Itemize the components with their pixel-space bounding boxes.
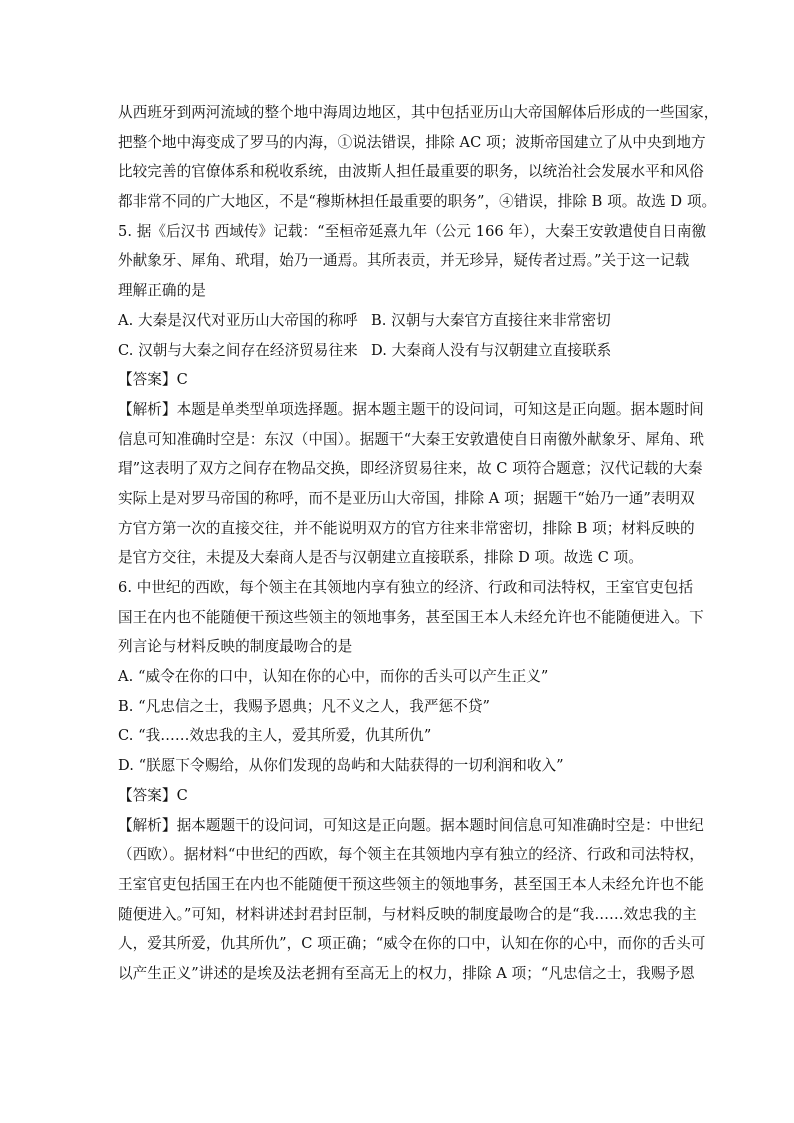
question-6-analysis-line: 王室官吏包括国王在内也不能随便干预这些领主的领地事务，甚至国王本人未经允许也不能 (118, 875, 704, 893)
question-5-options-row-1 (118, 306, 690, 336)
text-line: 理解正确的是 (118, 282, 206, 300)
question-5-analysis-line: 实际上是对罗马帝国的称呼，而不是亚历山大帝国，排除 A 项；据题干“始乃一通”表明双 (118, 489, 695, 507)
question-5-option-c: C. 汉朝与大秦之间存在经济贸易往来 (118, 341, 358, 359)
question-5-analysis-line: 是官方交往，未提及大秦商人是否与汉朝建立直接联系，排除 D 项。故选 C 项。 (118, 549, 643, 567)
text-line: 外献象牙、犀角、玳瑁，始乃一通焉。其所表贡，并无珍异，疑传者过焉。”关于这一记载 (118, 252, 690, 270)
text-line: 比较完善的官僚体系和税收系统，由波斯人担任最重要的职务，以统治社会发展水平和风俗 (118, 163, 704, 181)
question-6-option-c: C. “我……效忠我的主人，爱其所爱，仇其所仇” (118, 727, 432, 745)
question-6-option-a: A. “威令在你的口中，认知在你的心中，而你的舌头可以产生正义” (118, 668, 549, 686)
question-5-options-row-2 (118, 336, 690, 366)
question-6-stem-line: 列言论与材料反映的制度最吻合的是 (118, 638, 353, 656)
question-6-analysis-line: 【解析】据本题题干的设问词，可知这是正向题。据本题时间信息可知准确时空是：中世纪 (118, 816, 704, 834)
question-6-option-b: B. “凡忠信之士，我赐予恩典；凡不义之人，我严惩不贷” (118, 697, 490, 715)
question-5-option-d: D. 大秦商人没有与汉朝建立直接联系 (371, 341, 612, 359)
question-6-option-d: D. “朕愿下令赐给，从你们发现的岛屿和大陆获得的一切利润和收入” (118, 757, 564, 775)
question-6-answer: 【答案】C (118, 786, 188, 804)
question-5-analysis-line: 信息可知准确时空是：东汉（中国）。据题干“大秦王安敦遣使自日南徼外献象牙、犀角、玳 (118, 430, 704, 448)
question-6-analysis-line: 人，爱其所爱，仇其所仇”，C 项正确；“威令在你的口中，认知在你的心中，而你的舌头可 (118, 935, 706, 953)
question-5-analysis-line: 瑁”这表明了双方之间存在物品交换，即经济贸易往来，故 C 项符合题意；汉代记载的大秦 (118, 460, 703, 478)
text-line: 从西班牙到两河流域的整个地中海周边地区，其中包括亚历山大帝国解体后形成的一些国家， (118, 104, 719, 121)
question-6-stem: 6. 中世纪的西欧，每个领主在其领地内享有独立的经济、行政和司法特权，王室官吏包括 (118, 579, 694, 596)
question-5-analysis-line: 方官方第一次的直接交往，并不能说明双方的官方往来非常密切，排除 B 项；材料反映的 (118, 519, 695, 537)
question-6-analysis-line: （西欧）。据材料“中世纪的西欧，每个领主在其领地内享有独立的经济、行政和司法特权， (118, 846, 704, 864)
question-5-option-a: A. 大秦是汉代对亚历山大帝国的称呼 (118, 311, 358, 329)
question-5-analysis-line: 【解析】本题是单类型单项选择题。据本题主题干的设问词，可知这是正向题。据本题时间 (118, 400, 704, 418)
question-6-analysis-line: 随便进入。”可知，材料讲述封君封臣制，与材料反映的制度最吻合的是“我……效忠我的主 (118, 905, 697, 923)
question-5-answer: 【答案】C (118, 371, 188, 389)
question-6-stem-line: 国王在内也不能随便干预这些领主的领地事务，甚至国王本人未经允许也不能随便进入。下 (118, 608, 704, 626)
text-line: 把整个地中海变成了罗马的内海，①说法错误，排除 AC 项；波斯帝国建立了从中央到地方 (118, 133, 706, 151)
question-5-option-b: B. 汉朝与大秦官方直接往来非常密切 (371, 311, 611, 329)
question-5-stem: 5. 据《后汉书 西域传》记载：“至桓帝延熹九年（公元 166 年），大秦王安敦遣使自日南徼 (118, 222, 707, 240)
document-body (118, 98, 719, 989)
question-6-analysis-line: 以产生正义”讲述的是埃及法老拥有至高无上的权力，排除 A 项；“凡忠信之士，我赐予恩 (118, 964, 695, 982)
text-line: 都非常不同的广大地区，不是“穆斯林担任最重要的职务”，④错误，排除 B 项。故选 D 项。 (118, 193, 717, 211)
